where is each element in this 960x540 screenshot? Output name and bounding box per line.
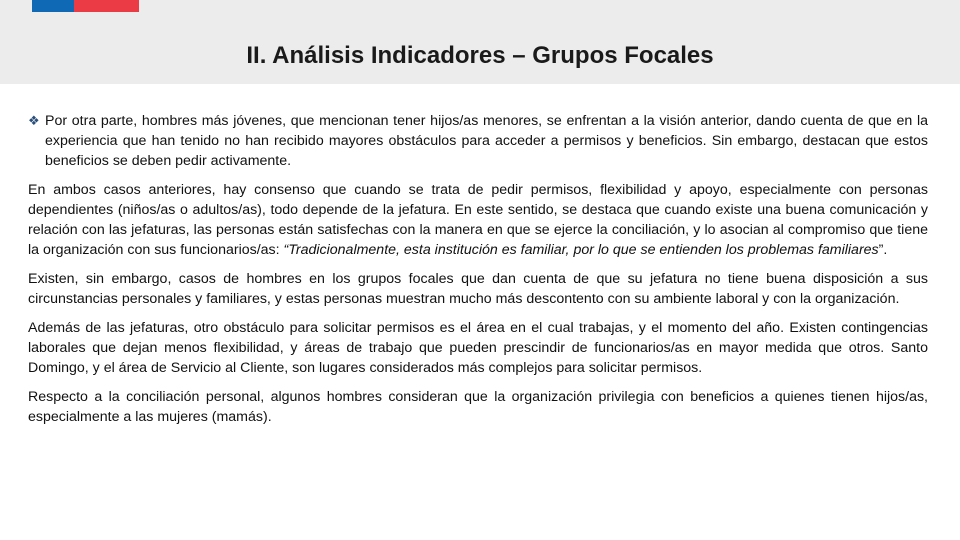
diamond-bullet-icon: ❖ <box>28 113 40 128</box>
quote-text: “Tradicionalmente, esta institución es familiar, por lo que se entienden los problemas familiares <box>283 242 879 258</box>
header-bar <box>0 0 960 84</box>
flag-stripe-blue <box>32 0 74 12</box>
paragraph-conciliacion: Respecto a la conciliación personal, algunos hombres consideran que la organización privilegia con beneficios a quienes tienen hijos/as, especialmente a las mujeres (mamás). <box>28 389 928 425</box>
bullet-paragraph <box>28 111 928 171</box>
paragraph-text: En ambos casos anteriores, hay consenso que cuando se trata de pedir permisos, flexibilidad y apoyo, especialmente con personas dependientes (niños/as o adultos/as), todo depende de la jefatura. En este sentido, se destaca que cuando existe una buena comunicación y relación con las jefaturas, las personas están satisfechas con la manera en que se ejerce la conciliación, y lo asocian al compromiso que tiene la organización con sus funcionarios/as: <box>28 182 928 258</box>
paragraph-obstaculos: Además de las jefaturas, otro obstáculo para solicitar permisos es el área en el cual trabajas, y el momento del año. Existen contingencias laborales que dejan menos flexibilidad, y áreas de trabajo que pueden prescindir de funcionarios/as en mayor medida que otros. Santo Domingo, y el área de Servicio al Cliente, son lugares considerados más complejos para solicitar permisos. <box>28 320 928 376</box>
bullet-text: Por otra parte, hombres más jóvenes, que mencionan tener hijos/as menores, se enfrentan a la visión anterior, dando cuenta de que en la experiencia que han tenido no han recibido mayores obstáculos para acceder a permisos y beneficios. Sin embargo, destacan que estos beneficios se deben pedir activamente. <box>45 113 928 169</box>
paragraph-descontento: Existen, sin embargo, casos de hombres en los grupos focales que dan cuenta de que su jefatura no tiene buena disposición a sus circunstancias personales y familiares, y estas personas muestran mucho más descontento con su ambiente laboral y con la organización. <box>28 271 928 307</box>
slide-body <box>28 111 928 436</box>
page-title: II. Análisis Indicadores – Grupos Focales <box>246 42 714 69</box>
quote-end: ”. <box>878 242 888 258</box>
paragraph-jefatura <box>28 180 928 260</box>
flag-stripe-red <box>74 0 139 12</box>
